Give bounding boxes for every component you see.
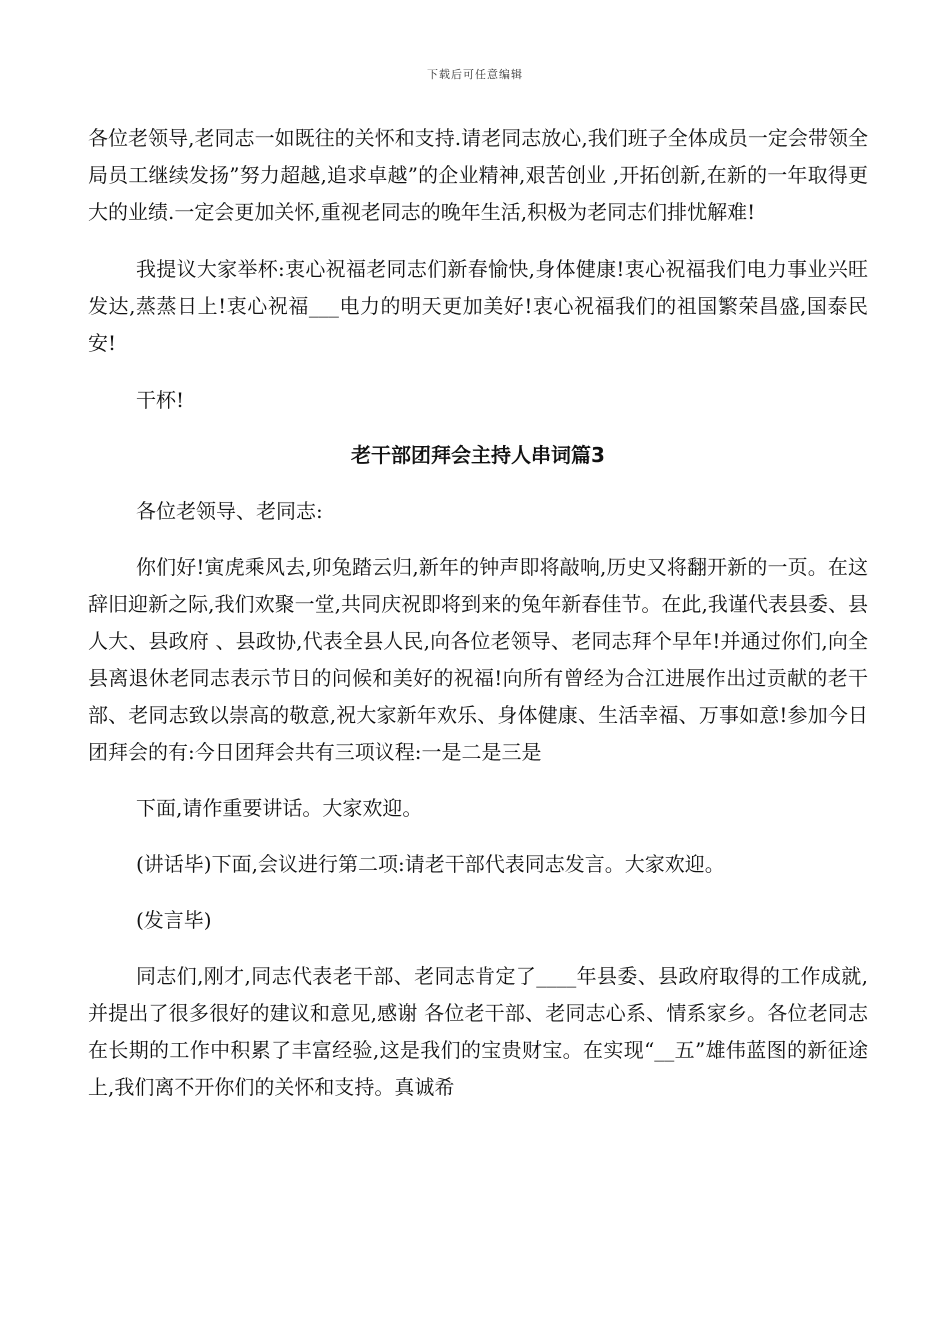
paragraph: 你们好!寅虎乘风去,卯兔踏云归,新年的钟声即将敲响,历史又将翻开新的一页。在这辞旧迎新之际,我们欢聚一堂,共同庆祝即将到来的兔年新春佳节。在此,我谨代表县委、县人大、县政府 、县政协,代表全县人民,向各位老领导、老同志拜个早年!并通过你们,向全县离退休老同志表示节日的问候和美好的祝福!向所有曾经为合江进展作出过贡献的老干部、老同志致以崇高的敬意,祝大家新年欢乐、身体健康、生活幸福、万事如意!参加今日团拜会的有:今日团拜会共有三项议程:一是二是三是	[88, 555, 868, 764]
paragraph: 我提议大家举杯:衷心祝福老同志们新春愉快,身体健康!衷心祝福我们电力事业兴旺发达,蒸蒸日上!衷心祝福___电力的明天更加美好!衷心祝福我们的祖国繁荣昌盛,国泰民安!	[88, 257, 868, 355]
paragraph: 各位老领导,老同志一如既往的关怀和支持.请老同志放心,我们班子全体成员一定会带领全局员工继续发扬”努力超越,追求卓越”的企业精神,艰苦创业 ,开拓创新,在新的一年取得更大的业绩.一定会更加关怀,重视老同志的晚年生活,积极为老同志们排忧解难!	[88, 126, 868, 224]
paragraph: (发言毕)	[136, 908, 212, 932]
header-note: 下载后可任意编辑	[427, 68, 523, 81]
paragraph: 同志们,刚才,同志代表老干部、老同志肯定了____年县委、县政府取得的工作成就,并提出了很多很好的建议和意见,感谢 各位老干部、老同志心系、情系家乡。各位老同志在长期的工作中积累了丰富经验,这是我们的宝贵财宝。在实现“__五”雄伟蓝图的新征途上,我们离不开你们的关怀和支持。真诚希	[88, 964, 868, 1099]
document-body	[88, 120, 868, 1106]
paragraph: 各位老领导、老同志:	[136, 499, 323, 523]
paragraph: (讲话毕)下面,会议进行第二项:请老干部代表同志发言。大家欢迎。	[136, 852, 725, 876]
paragraph: 下面,请作重要讲话。大家欢迎。	[136, 796, 423, 820]
paragraph: 干杯!	[136, 388, 185, 412]
section-title: 老干部团拜会主持人串词篇3	[351, 443, 605, 467]
